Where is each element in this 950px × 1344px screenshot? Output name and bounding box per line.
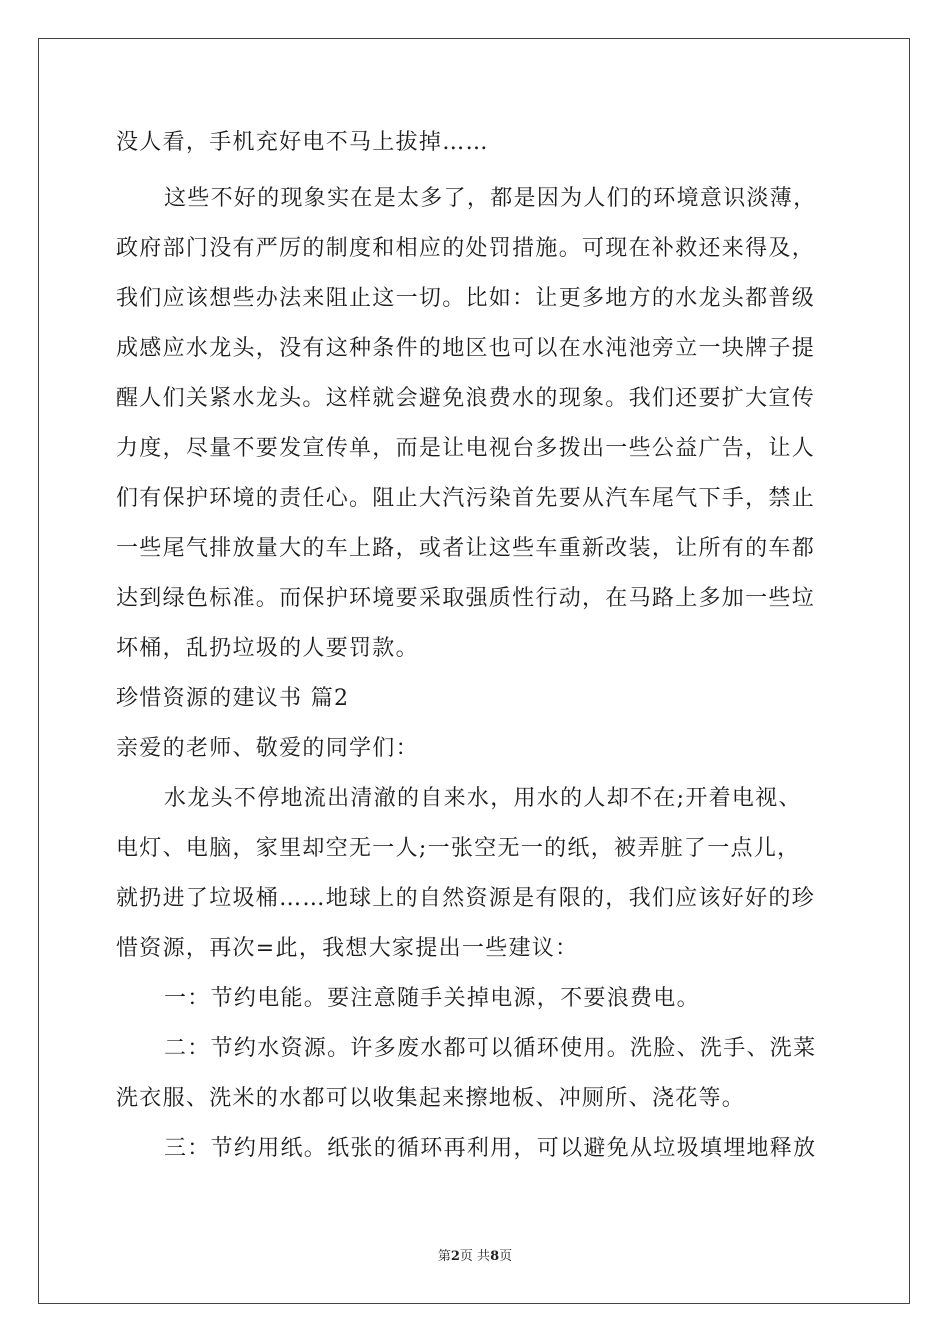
- footer-prefix: 第: [437, 1249, 451, 1264]
- text-line-10: 达到绿色标准。而保护环境要采取强质性行动，在马路上多加一些垃: [116, 586, 816, 611]
- text-line-16: 就扔进了垃圾桶……地球上的自然资源是有限的，我们应该好好的珍: [116, 886, 816, 911]
- text-line-4: 我们应该想些办法来阻止这一切。比如：让更多地方的水龙头都普级: [116, 286, 816, 311]
- section-heading: 珍惜资源的建议书 篇2: [116, 686, 350, 711]
- text-line-11: 坏桶，乱扔垃圾的人要罚款。: [116, 636, 419, 661]
- text-line-5: 成感应水龙头，没有这种条件的地区也可以在水沌池旁立一块牌子提: [116, 336, 816, 361]
- text-line-17: 惜资源，再次=此，我想大家提出一些建议：: [116, 936, 579, 961]
- text-line-8: 们有保护环境的责任心。阻止大汽污染首先要从汽车尾气下手，禁止: [116, 486, 816, 511]
- text-line-1: 没人看，手机充好电不马上拔掉……: [116, 130, 489, 155]
- footer-mid: 页 共: [459, 1249, 491, 1264]
- text-line-7: 力度，尽量不要发宣传单，而是让电视台多拨出一些公益广告，让人: [116, 436, 816, 461]
- salutation: 亲爱的老师、敬爱的同学们：: [116, 736, 419, 761]
- text-line-19: 二：节约水资源。许多废水都可以循环使用。洗脸、洗手、洗菜: [164, 1036, 817, 1061]
- text-line-6: 醒人们关紧水龙头。这样就会避免浪费水的现象。我们还要扩大宣传: [116, 386, 816, 411]
- page-frame: [38, 38, 910, 1304]
- text-line-9: 一些尾气排放量大的车上路，或者让这些车重新改装，让所有的车都: [116, 536, 816, 561]
- page-footer: [0, 1245, 950, 1264]
- text-line-21: 三：节约用纸。纸张的循环再利用，可以避免从垃圾填埋地释放: [164, 1136, 817, 1161]
- text-line-15: 电灯、电脑，家里却空无一人;一张空无一的纸，被弄脏了一点儿，: [116, 836, 801, 861]
- text-line-14: 水龙头不停地流出清澈的自来水，用水的人却不在;开着电视、: [164, 786, 802, 811]
- text-line-3: 政府部门没有严厉的制度和相应的处罚措施。可现在补救还来得及，: [116, 236, 816, 261]
- footer-total-pages: 8: [490, 1249, 500, 1264]
- text-line-18: 一：节约电能。要注意随手关掉电源，不要浪费电。: [164, 986, 700, 1011]
- footer-suffix: 页: [499, 1249, 513, 1264]
- footer-current-page: 2: [450, 1249, 460, 1264]
- text-line-2: 这些不好的现象实在是太多了，都是因为人们的环境意识淡薄，: [164, 186, 817, 211]
- text-line-20: 洗衣服、洗米的水都可以收集起来擦地板、冲厕所、浇花等。: [116, 1086, 746, 1111]
